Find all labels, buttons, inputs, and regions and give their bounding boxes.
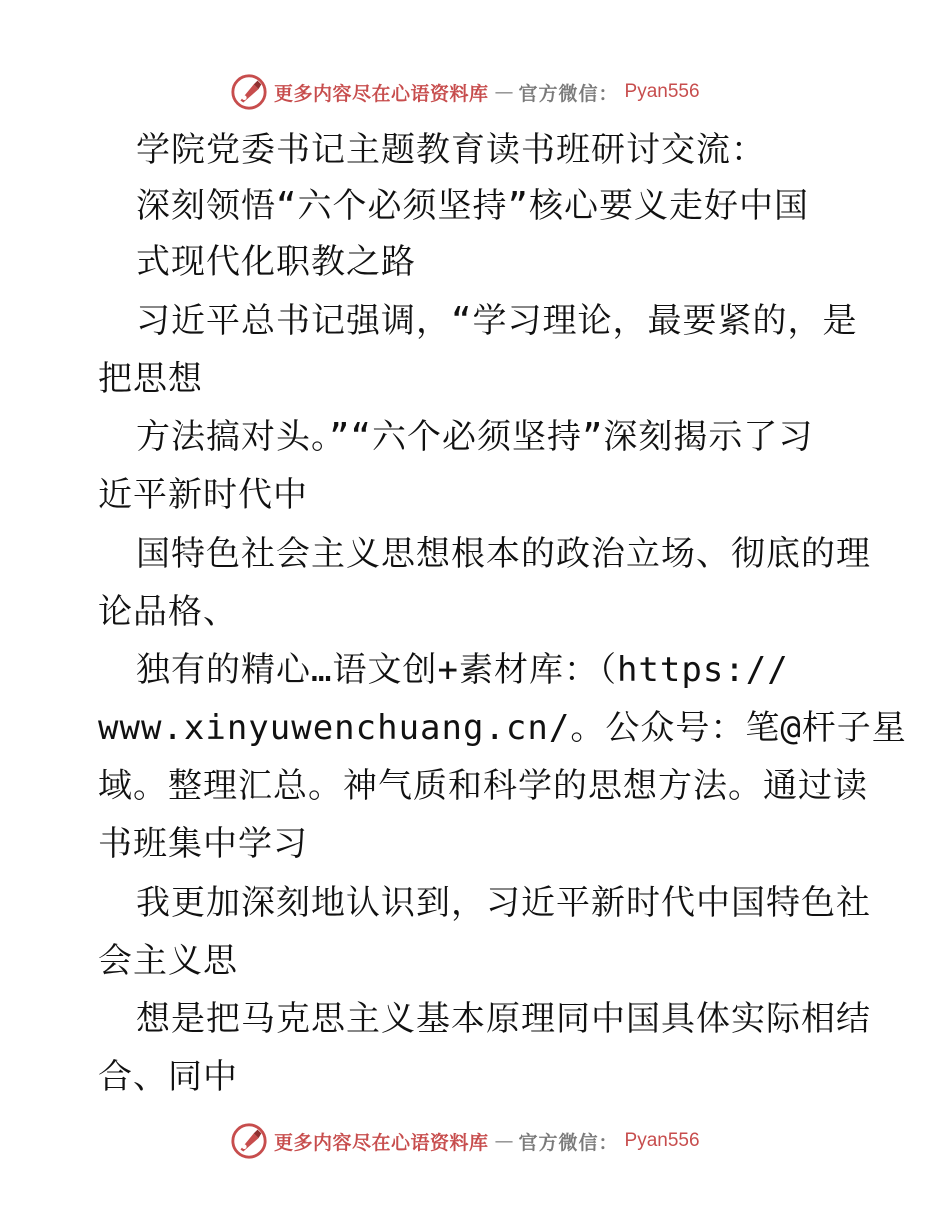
header-official-label: 官方微信： [518, 82, 619, 105]
body-line-10: 独有的精心…语文创+素材库：（https:// [136, 650, 789, 690]
pen-nib-logo-icon [230, 73, 268, 111]
body-line-9: 论品格、 [98, 592, 238, 632]
body-line-2: 深刻领悟“六个必须坚持”核心要义走好中国 [136, 186, 809, 226]
footer-official-label: 官方微信： [518, 1131, 619, 1154]
body-line-16: 想是把马克思主义基本原理同中国具体实际相结 [136, 999, 871, 1039]
body-line-11: www.xinyuwenchuang.cn/。公众号：笔@杆子星 [98, 708, 907, 748]
header-banner [230, 72, 750, 112]
body-line-5: 把思想 [98, 359, 203, 399]
body-line-3: 式现代化职教之路 [136, 242, 416, 282]
header-wechat-id: Pyan556 [624, 81, 700, 102]
body-line-7: 近平新时代中 [98, 475, 308, 515]
footer-banner [230, 1121, 750, 1161]
body-line-12: 域。整理汇总。神气质和科学的思想方法。通过读 [98, 766, 868, 806]
header-separator: — [494, 81, 513, 103]
footer-separator: — [494, 1130, 513, 1152]
pen-nib-logo-icon [230, 1122, 268, 1160]
footer-site-text: 更多内容尽在心语资料库 [274, 1131, 489, 1154]
body-line-13: 书班集中学习 [98, 824, 308, 864]
footer-wechat-id: Pyan556 [624, 1130, 700, 1151]
body-line-14: 我更加深刻地认识到，习近平新时代中国特色社 [136, 883, 871, 923]
body-line-17: 合、同中 [98, 1057, 238, 1097]
body-line-8: 国特色社会主义思想根本的政治立场、彻底的理 [136, 534, 871, 574]
body-line-4: 习近平总书记强调，“学习理论，最要紧的，是 [136, 301, 858, 341]
body-line-6: 方法搞对头。”“六个必须坚持”深刻揭示了习 [136, 417, 814, 457]
body-line-1: 学院党委书记主题教育读书班研讨交流： [136, 130, 766, 170]
header-site-text: 更多内容尽在心语资料库 [274, 82, 489, 105]
body-line-15: 会主义思 [98, 941, 238, 981]
